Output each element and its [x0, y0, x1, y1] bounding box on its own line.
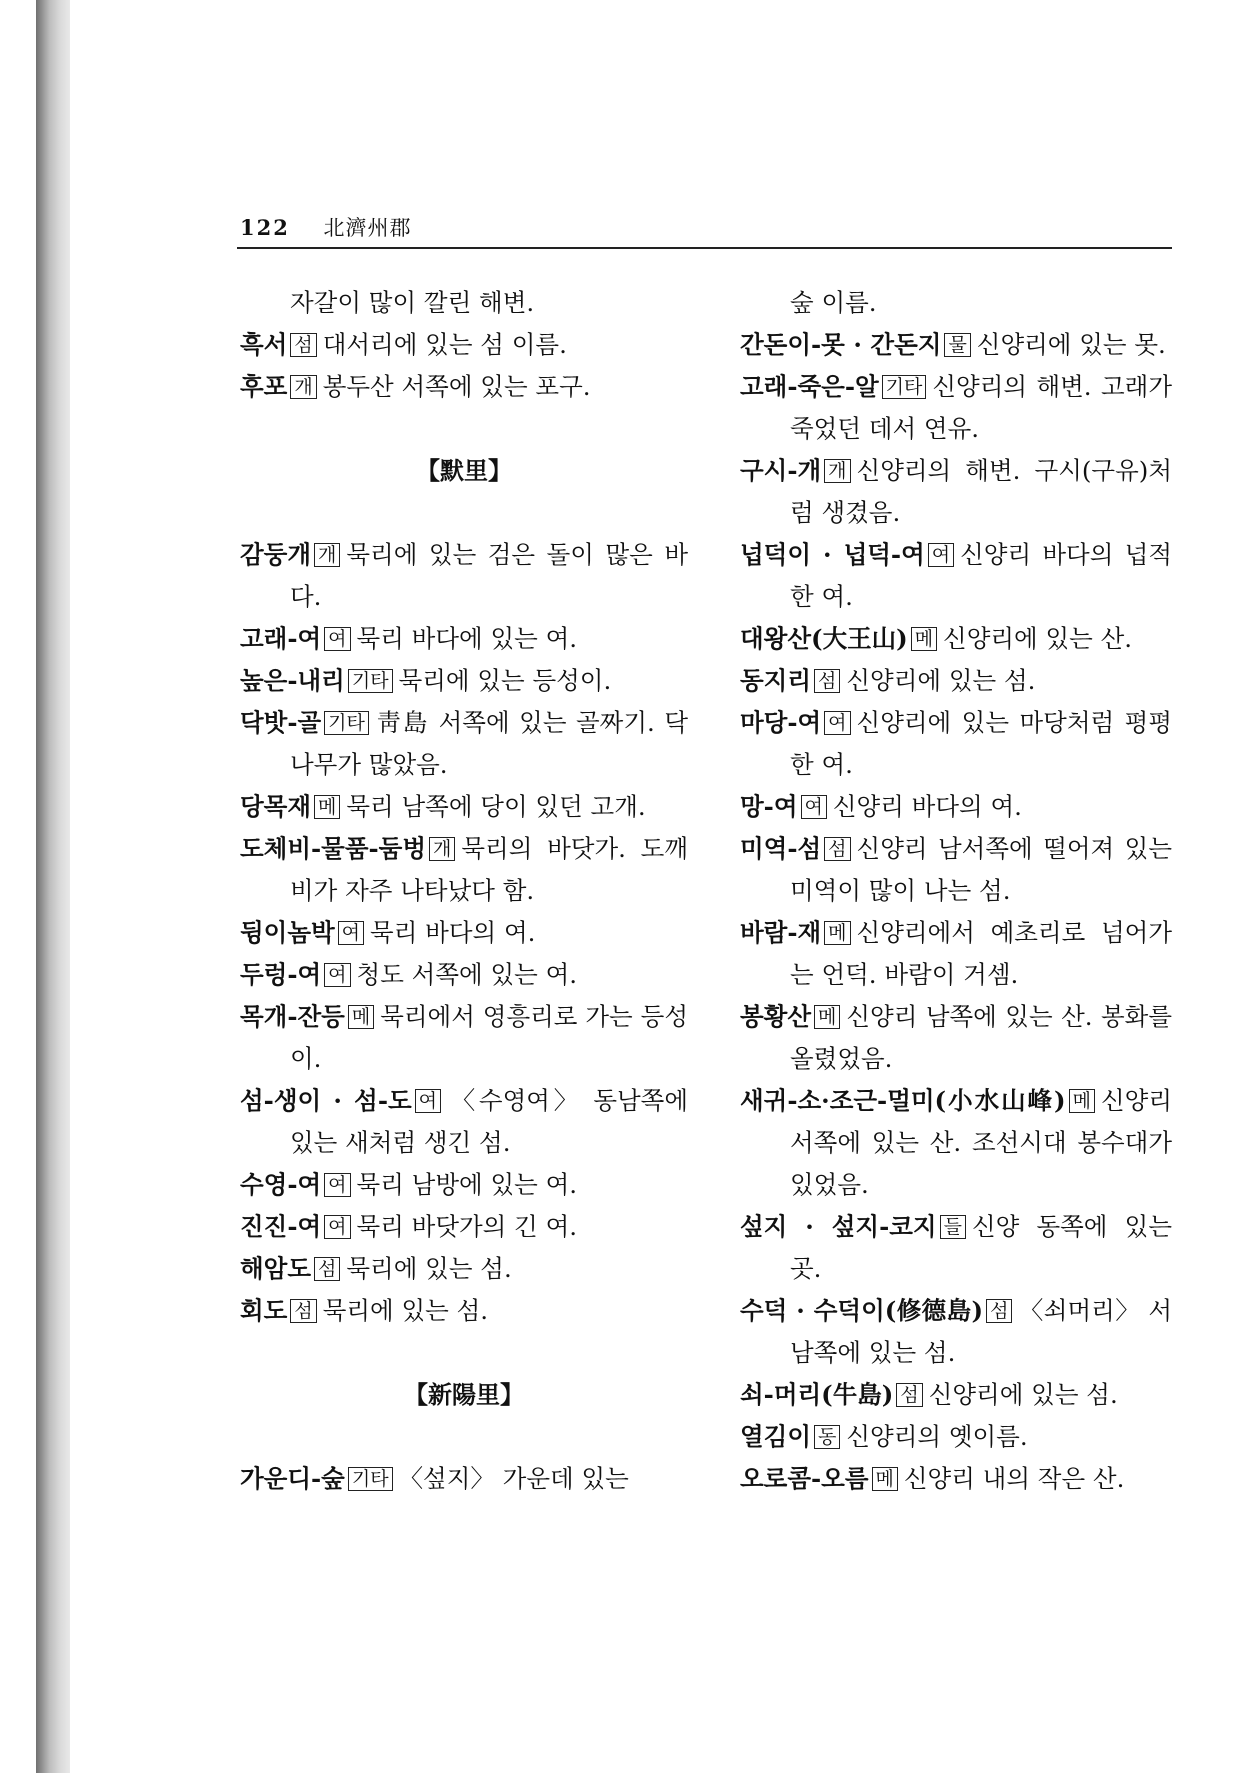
dictionary-entry [240, 996, 688, 1080]
entry-description: 묵리에 있는 섬. [346, 1254, 512, 1283]
entry-description: 묵리에 있는 검은 돌이 많은 바다. [290, 540, 688, 611]
entry-description: 〈수영여〉 동남쪽에 있는 새처럼 생긴 섬. [290, 1086, 688, 1157]
header-rule [237, 247, 1172, 249]
entry-description: 대서리에 있는 섬 이름. [322, 330, 567, 359]
dictionary-entry [740, 618, 1172, 660]
section-heading: 【新陽里】 [404, 1380, 524, 1409]
category-tag: 섬 [986, 1299, 1012, 1323]
category-tag: 섬 [824, 837, 850, 861]
entry-headword: 감둥개 [240, 540, 312, 569]
entry-description: 신양리 바다의 여. [832, 792, 1022, 821]
entry-description: 신양리 남서쪽에 떨어져 있는 미역이 많이 나는 섬. [790, 834, 1172, 905]
entry-headword: 마당-여 [740, 708, 822, 737]
dictionary-entry [240, 1248, 688, 1290]
entry-headword: 동지리 [740, 666, 812, 695]
entry-description: 신양리의 옛이름. [846, 1422, 1028, 1451]
category-tag: 섬 [290, 1299, 316, 1323]
entry-headword: 섬-생이 · 섬-도 [240, 1086, 412, 1115]
dictionary-entry [240, 786, 688, 828]
category-tag: 들 [940, 1215, 966, 1239]
entry-headword: 넙덕이 · 넙덕-여 [740, 540, 925, 569]
dictionary-entry [740, 996, 1172, 1080]
category-tag: 메 [314, 795, 340, 819]
category-tag: 개 [314, 543, 340, 567]
entry-headword: 높은-내리 [240, 666, 345, 695]
dictionary-entry [240, 1080, 688, 1164]
dictionary-entry [740, 1374, 1172, 1416]
dictionary-entry [240, 660, 688, 702]
book-spine-edge [36, 0, 70, 1773]
category-tag: 기타 [324, 711, 369, 735]
dictionary-entry [740, 366, 1172, 450]
entry-description: 신양 동쪽에 있는 곳. [790, 1212, 1172, 1283]
entry-description: 청도 서쪽에 있는 여. [356, 960, 578, 989]
entry-continuation: 자갈이 많이 깔린 해변. [290, 288, 535, 317]
entry-headword: 고래-죽은-알 [740, 372, 879, 401]
dictionary-entry [740, 1290, 1172, 1374]
entry-headword: 섶지 · 섶지-코지 [740, 1212, 937, 1241]
entry-headword: 흑서 [240, 330, 288, 359]
entry-continuation: 숲 이름. [790, 288, 877, 317]
dictionary-entry [740, 534, 1172, 618]
category-tag: 메 [911, 627, 937, 651]
category-tag: 섬 [896, 1383, 922, 1407]
entry-description: 靑島 서쪽에 있는 골짜기. 닥나무가 많았음. [290, 708, 688, 779]
entry-description: 묵리의 바닷가. 도깨비가 자주 나타났다 함. [290, 834, 688, 905]
entry-headword: 뒹이놈박 [240, 918, 335, 947]
entry-description: 묵리 바다에 있는 여. [356, 624, 578, 653]
dictionary-entry [240, 828, 688, 912]
entry-headword: 미역-섬 [740, 834, 822, 863]
entry-description: 〈섶지〉 가운데 있는 [398, 1464, 629, 1493]
entry-description: 신양리 남쪽에 있는 산. 봉화를 올렸었음. [790, 1002, 1172, 1073]
category-tag: 메 [348, 1005, 374, 1029]
entry-description: 묵리에 있는 등성이. [398, 666, 612, 695]
category-tag: 개 [824, 459, 850, 483]
entry-headword: 목개-잔등 [240, 1002, 345, 1031]
category-tag: 섬 [290, 333, 316, 357]
category-tag: 개 [429, 837, 455, 861]
dictionary-entry [240, 618, 688, 660]
entry-description: 묵리 바닷가의 긴 여. [356, 1212, 578, 1241]
spacer [240, 1332, 688, 1374]
category-tag: 메 [872, 1467, 898, 1491]
category-tag: 여 [324, 1215, 350, 1239]
dictionary-entry [740, 1206, 1172, 1290]
category-tag: 섬 [814, 669, 840, 693]
entry-description: 신양리 내의 작은 산. [903, 1464, 1125, 1493]
running-head [240, 212, 1172, 242]
entry-description: 묵리 남방에 있는 여. [356, 1170, 578, 1199]
entry-description: 신양리 바다의 넙적한 여. [790, 540, 1172, 611]
entry-headword: 새귀-소·조근-멀미(小水山峰) [740, 1086, 1066, 1115]
dictionary-entry [740, 828, 1172, 912]
category-tag: 여 [928, 543, 954, 567]
left-column [240, 282, 688, 1500]
dictionary-entry [740, 660, 1172, 702]
entry-description: 신양리에 있는 못. [976, 330, 1166, 359]
dictionary-entry [240, 702, 688, 786]
right-column [740, 282, 1172, 1500]
category-tag: 메 [814, 1005, 840, 1029]
dictionary-entry [240, 1164, 688, 1206]
entry-headword: 두렁-여 [240, 960, 322, 989]
category-tag: 여 [338, 921, 364, 945]
dictionary-entry [740, 912, 1172, 996]
dictionary-entry [240, 1290, 688, 1332]
page-number: 122 [240, 215, 290, 240]
dictionary-entry [240, 366, 688, 408]
entry-headword: 진진-여 [240, 1212, 322, 1241]
category-tag: 메 [824, 921, 850, 945]
chapter-title: 北濟州郡 [323, 216, 412, 240]
entry-headword: 봉황산 [740, 1002, 812, 1031]
entry-description: 묵리에서 영흥리로 가는 등성이. [290, 1002, 688, 1073]
dictionary-entry [240, 1206, 688, 1248]
entry-description: 신양리의 해변. 구시(구유)처럼 생겼음. [790, 456, 1172, 527]
entry-headword: 쇠-머리(牛島) [740, 1380, 894, 1409]
entry-headword: 당목재 [240, 792, 312, 821]
entry-headword: 고래-여 [240, 624, 322, 653]
entry-headword: 바람-재 [740, 918, 822, 947]
category-tag: 메 [1069, 1089, 1095, 1113]
entry-description: 신양리의 해변. 고래가 죽었던 데서 연유. [790, 372, 1172, 443]
spacer [240, 492, 688, 534]
entry-description: 신양리에 있는 섬. [846, 666, 1036, 695]
category-tag: 물 [944, 333, 970, 357]
entry-headword: 수덕 · 수덕이(修德島) [740, 1296, 984, 1325]
entry-description: 신양리에 있는 마당처럼 평평한 여. [790, 708, 1172, 779]
category-tag: 여 [324, 963, 350, 987]
dictionary-entry [740, 1416, 1172, 1458]
entry-description: 묵리에 있는 섬. [322, 1296, 489, 1325]
category-tag: 여 [824, 711, 850, 735]
entry-description: 신양리에 있는 산. [943, 624, 1133, 653]
entry-headword: 수영-여 [240, 1170, 322, 1199]
category-tag: 여 [801, 795, 827, 819]
entry-description: 〈쇠머리〉 서남쪽에 있는 섬. [790, 1296, 1172, 1367]
entry-headword: 닥밧-골 [240, 708, 322, 737]
entry-description: 묵리 남쪽에 당이 있던 고개. [346, 792, 646, 821]
category-tag: 여 [415, 1089, 441, 1113]
spacer [240, 408, 688, 450]
dictionary-entry [740, 1458, 1172, 1500]
category-tag: 섬 [314, 1257, 340, 1281]
entry-description: 묵리 바다의 여. [370, 918, 536, 947]
entry-headword: 오로콤-오름 [740, 1464, 869, 1493]
dictionary-entry [740, 450, 1172, 534]
dictionary-entry [240, 954, 688, 996]
dictionary-entry [240, 324, 688, 366]
dictionary-entry [240, 534, 688, 618]
entry-headword: 후포 [240, 372, 288, 401]
category-tag: 여 [324, 1173, 350, 1197]
category-tag: 동 [814, 1425, 840, 1449]
entry-headword: 가운디-숲 [240, 1464, 345, 1493]
entry-description: 봉두산 서쪽에 있는 포구. [322, 372, 591, 401]
category-tag: 기타 [348, 1467, 393, 1491]
entry-headword: 간돈이-못 · 간돈지 [740, 330, 942, 359]
entry-description: 신양리에서 예초리로 넘어가는 언덕. 바람이 거셈. [790, 918, 1172, 989]
entry-headword: 구시-개 [740, 456, 822, 485]
entry-description: 신양리 서쪽에 있는 산. 조선시대 봉수대가 있었음. [790, 1086, 1172, 1199]
entry-headword: 열김이 [740, 1422, 812, 1451]
entry-headword: 대왕산(大王山) [740, 624, 908, 653]
dictionary-entry [740, 1080, 1172, 1206]
category-tag: 기타 [882, 375, 927, 399]
entry-headword: 도체비-물품-둠벙 [240, 834, 427, 863]
spacer [240, 1416, 688, 1458]
dictionary-entry [740, 324, 1172, 366]
category-tag: 개 [290, 375, 316, 399]
entry-headword: 해암도 [240, 1254, 312, 1283]
section-heading: 【默里】 [416, 456, 512, 485]
entry-headword: 회도 [240, 1296, 288, 1325]
category-tag: 여 [324, 627, 350, 651]
dictionary-entry [240, 1458, 688, 1500]
entry-headword: 망-여 [740, 792, 798, 821]
dictionary-entry [240, 912, 688, 954]
dictionary-entry [740, 702, 1172, 786]
entry-description: 신양리에 있는 섬. [928, 1380, 1118, 1409]
dictionary-entry [740, 786, 1172, 828]
category-tag: 기타 [348, 669, 393, 693]
